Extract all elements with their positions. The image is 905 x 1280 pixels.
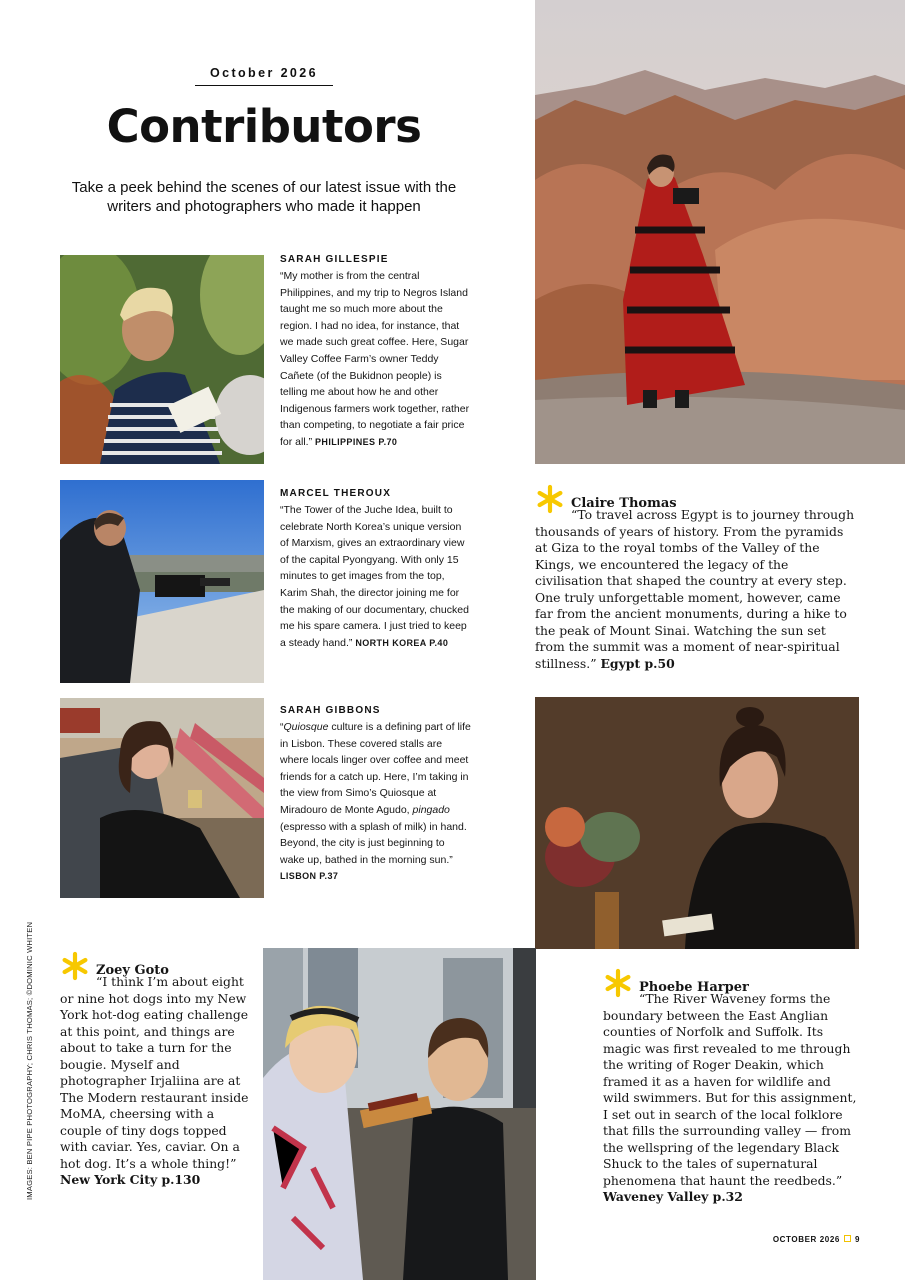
page-reference[interactable]: Egypt p.50 bbox=[600, 655, 675, 671]
page-reference[interactable]: Waveney Valley p.32 bbox=[603, 1189, 743, 1204]
contributor-phoebe-harper bbox=[603, 968, 859, 1206]
contributor-claire-thomas bbox=[535, 484, 857, 672]
contributor-quote: “My mother is from the central Philippines, and my trip to Negros Island taught me so much more about the region. I had no idea, for instance, that we made such great coffee. Here, Sugar Valley Coffee Farm’s owner Teddy Cañete (of the Bukidnon people) is telling me about how he and other Indigenous farmers work together, rather than competing, to negotiate a fair price for all.” PHILIPPINES P.70 bbox=[280, 270, 470, 448]
contributor-name: SARAH GIBBONS bbox=[280, 705, 381, 716]
contributor-zoey-goto bbox=[60, 951, 256, 1189]
page-reference[interactable]: NORTH KOREA P.40 bbox=[355, 637, 449, 648]
issue-date: October 2026 bbox=[195, 66, 333, 86]
intro-text: Take a peek behind the scenes of our latest issue with the writers and photographers who made it happen bbox=[71, 179, 457, 215]
sarah-gillespie-photo bbox=[60, 255, 264, 464]
phoebe-harper-photo bbox=[535, 697, 859, 949]
contributor-quote: “Quiosque culture is a defining part of life in Lisbon. These covered stalls are where locals linger over coffee and meet friends for a catch up. Here, I’m taking in the view from Simo’s Quiosque at Miradouro de Monte Agudo, pingado (espresso with a splash of milk) in hand. Beyond, the city is just beginning to wake up, bathed in the morning sun.” LISBON P.37 bbox=[280, 721, 471, 882]
page-reference[interactable]: LISBON P.37 bbox=[280, 871, 339, 882]
asterisk-star-icon bbox=[60, 951, 90, 981]
contributor-name: MARCEL THEROUX bbox=[280, 488, 392, 499]
contributor-sarah-gibbons bbox=[280, 705, 472, 885]
contributor-quote: “The River Waveney forms the boundary between the East Anglian counties of Norfolk and Suffolk. Its magic was first revealed to me through the writing of Roger Deakin, which framed it as a haven for wildlife and wild swimmers. But for this assignment, I set out in search of the local folklore that fills the surrounding valley — from the wellspring of the legendary Black Shuck to the tales of supernatural phenomena that haunt the reedbeds.” Waveney Valley p.32 bbox=[603, 991, 857, 1204]
contributor-name: Claire Thomas bbox=[571, 496, 677, 511]
contributor-quote: “To travel across Egypt is to journey through thousands of years of history. From the pyramids at Giza to the royal tombs of the Valley of the Kings, we encountered the legacy of the civilisation that shaped the country at every step. One truly unforgettable moment, however, came far from the ancient monuments, during a hike to the peak of Mount Sinai. Watching the sun set from the summit was a moment of near-spiritual stillness.” Egypt p.50 bbox=[535, 507, 855, 671]
zoey-goto-photo bbox=[263, 948, 536, 1280]
page-number: 9 bbox=[854, 1235, 860, 1244]
page-reference[interactable]: New York City p.130 bbox=[60, 1172, 201, 1187]
square-divider-icon bbox=[844, 1235, 851, 1242]
contributor-sarah-gillespie bbox=[280, 254, 472, 451]
image-credits: IMAGES: BEN PIPE PHOTOGRAPHY; CHRIS THOMAS; ©DOMINIC WHITEN bbox=[25, 921, 34, 1200]
footer-issue: OCTOBER 2026 bbox=[772, 1235, 840, 1244]
contributor-marcel-theroux bbox=[280, 488, 472, 651]
contributor-quote: “The Tower of the Juche Idea, built to celebrate North Korea’s unique version of Marxism, gives an extraordinary view of the capital Pyongyang. With only 15 minutes to get images from the top, Karim Shah, the director joining me for the making of our documentary, chucked me his spare camera. I just tried to keep a steady hand.” NORTH KOREA P.40 bbox=[280, 504, 469, 649]
marcel-theroux-photo bbox=[60, 480, 264, 683]
page-reference[interactable]: PHILIPPINES P.70 bbox=[315, 436, 398, 447]
page-footer bbox=[740, 1235, 860, 1244]
contributor-name: Phoebe Harper bbox=[639, 980, 749, 995]
contributor-quote: “I think I’m about eight or nine hot dogs into my New York hot-dog eating challenge at this point, and things are about to take a turn for the bougie. Myself and photographer Irjaliina are at The Modern restaurant inside MoMA, cheersing with a couple of tiny dogs topped with caviar. Yes, caviar. On a hot dog. It’s a whole thing!” New York City p.130 bbox=[60, 974, 249, 1187]
asterisk-star-icon bbox=[535, 484, 565, 514]
sarah-gibbons-photo bbox=[60, 698, 264, 898]
page-title: Contributors bbox=[106, 100, 422, 153]
contributor-name: SARAH GILLESPIE bbox=[280, 254, 389, 265]
asterisk-star-icon bbox=[603, 968, 633, 998]
claire-thomas-photo bbox=[535, 0, 905, 464]
contributor-name: Zoey Goto bbox=[96, 963, 169, 978]
